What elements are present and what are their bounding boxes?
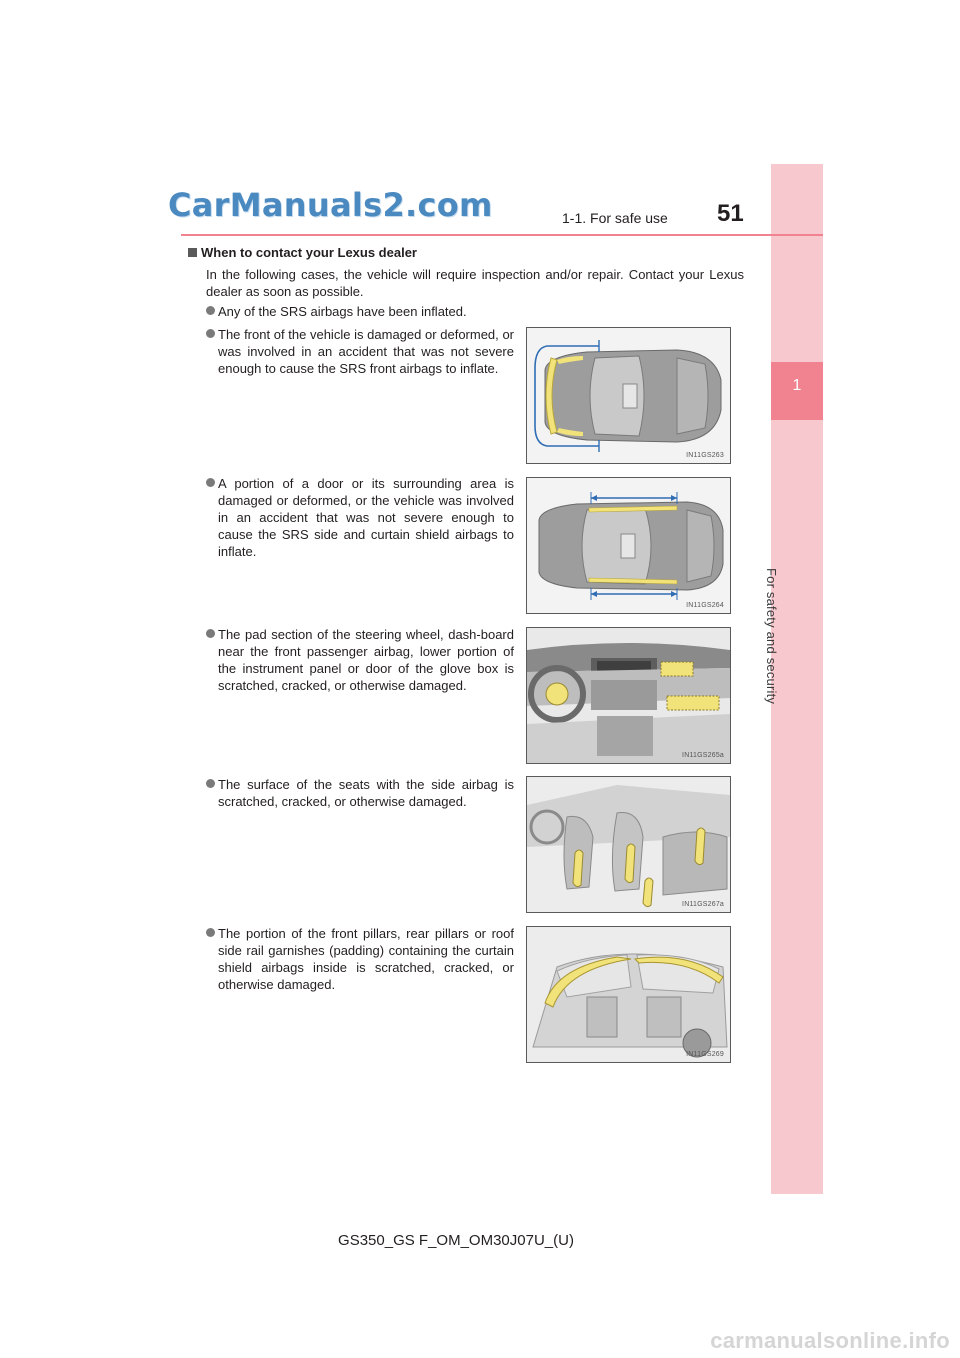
page-number: 51 — [717, 200, 744, 227]
figure-code: IN11GS264 — [686, 602, 724, 609]
bullet-dot-icon — [206, 306, 215, 315]
bullet-dot-icon — [206, 329, 215, 338]
chapter-number: 1 — [792, 377, 802, 394]
intro-paragraph: In the following cases, the vehicle will require inspection and/or repair. Contact your Lexus dealer as soon as possible. — [206, 267, 744, 299]
bullet-dot-icon — [206, 779, 215, 788]
chapter-title: For safety and security — [764, 568, 779, 705]
figure-code: IN11GS265a — [682, 752, 724, 759]
list-item — [206, 326, 516, 396]
list-item — [206, 776, 516, 812]
list-item-text: The portion of the front pillars, rear pillars or roof side rail garnishes (padding) containing the curtain shield airbags inside is scratched, cracked, or otherwise damaged. — [218, 926, 514, 992]
interior-pillars-illustration — [527, 927, 730, 1062]
figure-side-damage — [526, 477, 731, 614]
figure-code: IN11GS263 — [686, 452, 724, 459]
dashboard-illustration — [527, 628, 730, 763]
list-item — [206, 303, 746, 323]
list-item-text: A portion of a door or its surrounding area is damaged or deformed, or the vehicle was involved in an accident that was not severe enough to cause the SRS side and curtain shield airbags to inflate. — [218, 476, 514, 559]
list-item — [206, 925, 516, 995]
list-item-text: The surface of the seats with the side airbag is scratched, cracked, or otherwise damaged. — [218, 777, 514, 809]
figure-front-damage — [526, 327, 731, 464]
watermark[interactable]: carmanualsonline.info — [710, 1328, 950, 1353]
section-title: 1-1. For safe use — [562, 210, 668, 226]
list-item-text: Any of the SRS airbags have been inflated. — [218, 304, 467, 319]
header-divider — [181, 234, 823, 236]
bullet-dot-icon — [206, 629, 215, 638]
list-item-text: The pad section of the steering wheel, dash-board near the front passenger airbag, lower portion of the instrument panel or door of the glove box is scratched, cracked, or otherwise damaged. — [218, 627, 514, 693]
list-item — [206, 626, 516, 714]
figure-code: IN11GS269 — [686, 1051, 724, 1058]
bullet-dot-icon — [206, 478, 215, 487]
figure-dashboard — [526, 627, 731, 764]
site-logo[interactable]: CarManuals2.com — [168, 186, 493, 224]
car-top-view-side-illustration — [527, 478, 730, 613]
document-code: GS350_GS F_OM_OM30J07U_(U) — [338, 1232, 574, 1249]
figure-code: IN11GS267a — [682, 901, 724, 908]
section-heading — [188, 245, 417, 260]
list-item-text: The front of the vehicle is damaged or deformed, or was involved in an accident that was not severe enough to cause the SRS front airbags to inflate. — [218, 327, 514, 376]
figure-pillars — [526, 926, 731, 1063]
square-bullet-icon — [188, 248, 197, 257]
list-item — [206, 475, 516, 563]
seats-illustration — [527, 777, 730, 912]
figure-seats — [526, 776, 731, 913]
document-footer — [0, 1232, 960, 1249]
section-heading-text: When to contact your Lexus dealer — [201, 245, 417, 260]
car-top-view-front-illustration — [527, 328, 730, 463]
bullet-dot-icon — [206, 928, 215, 937]
